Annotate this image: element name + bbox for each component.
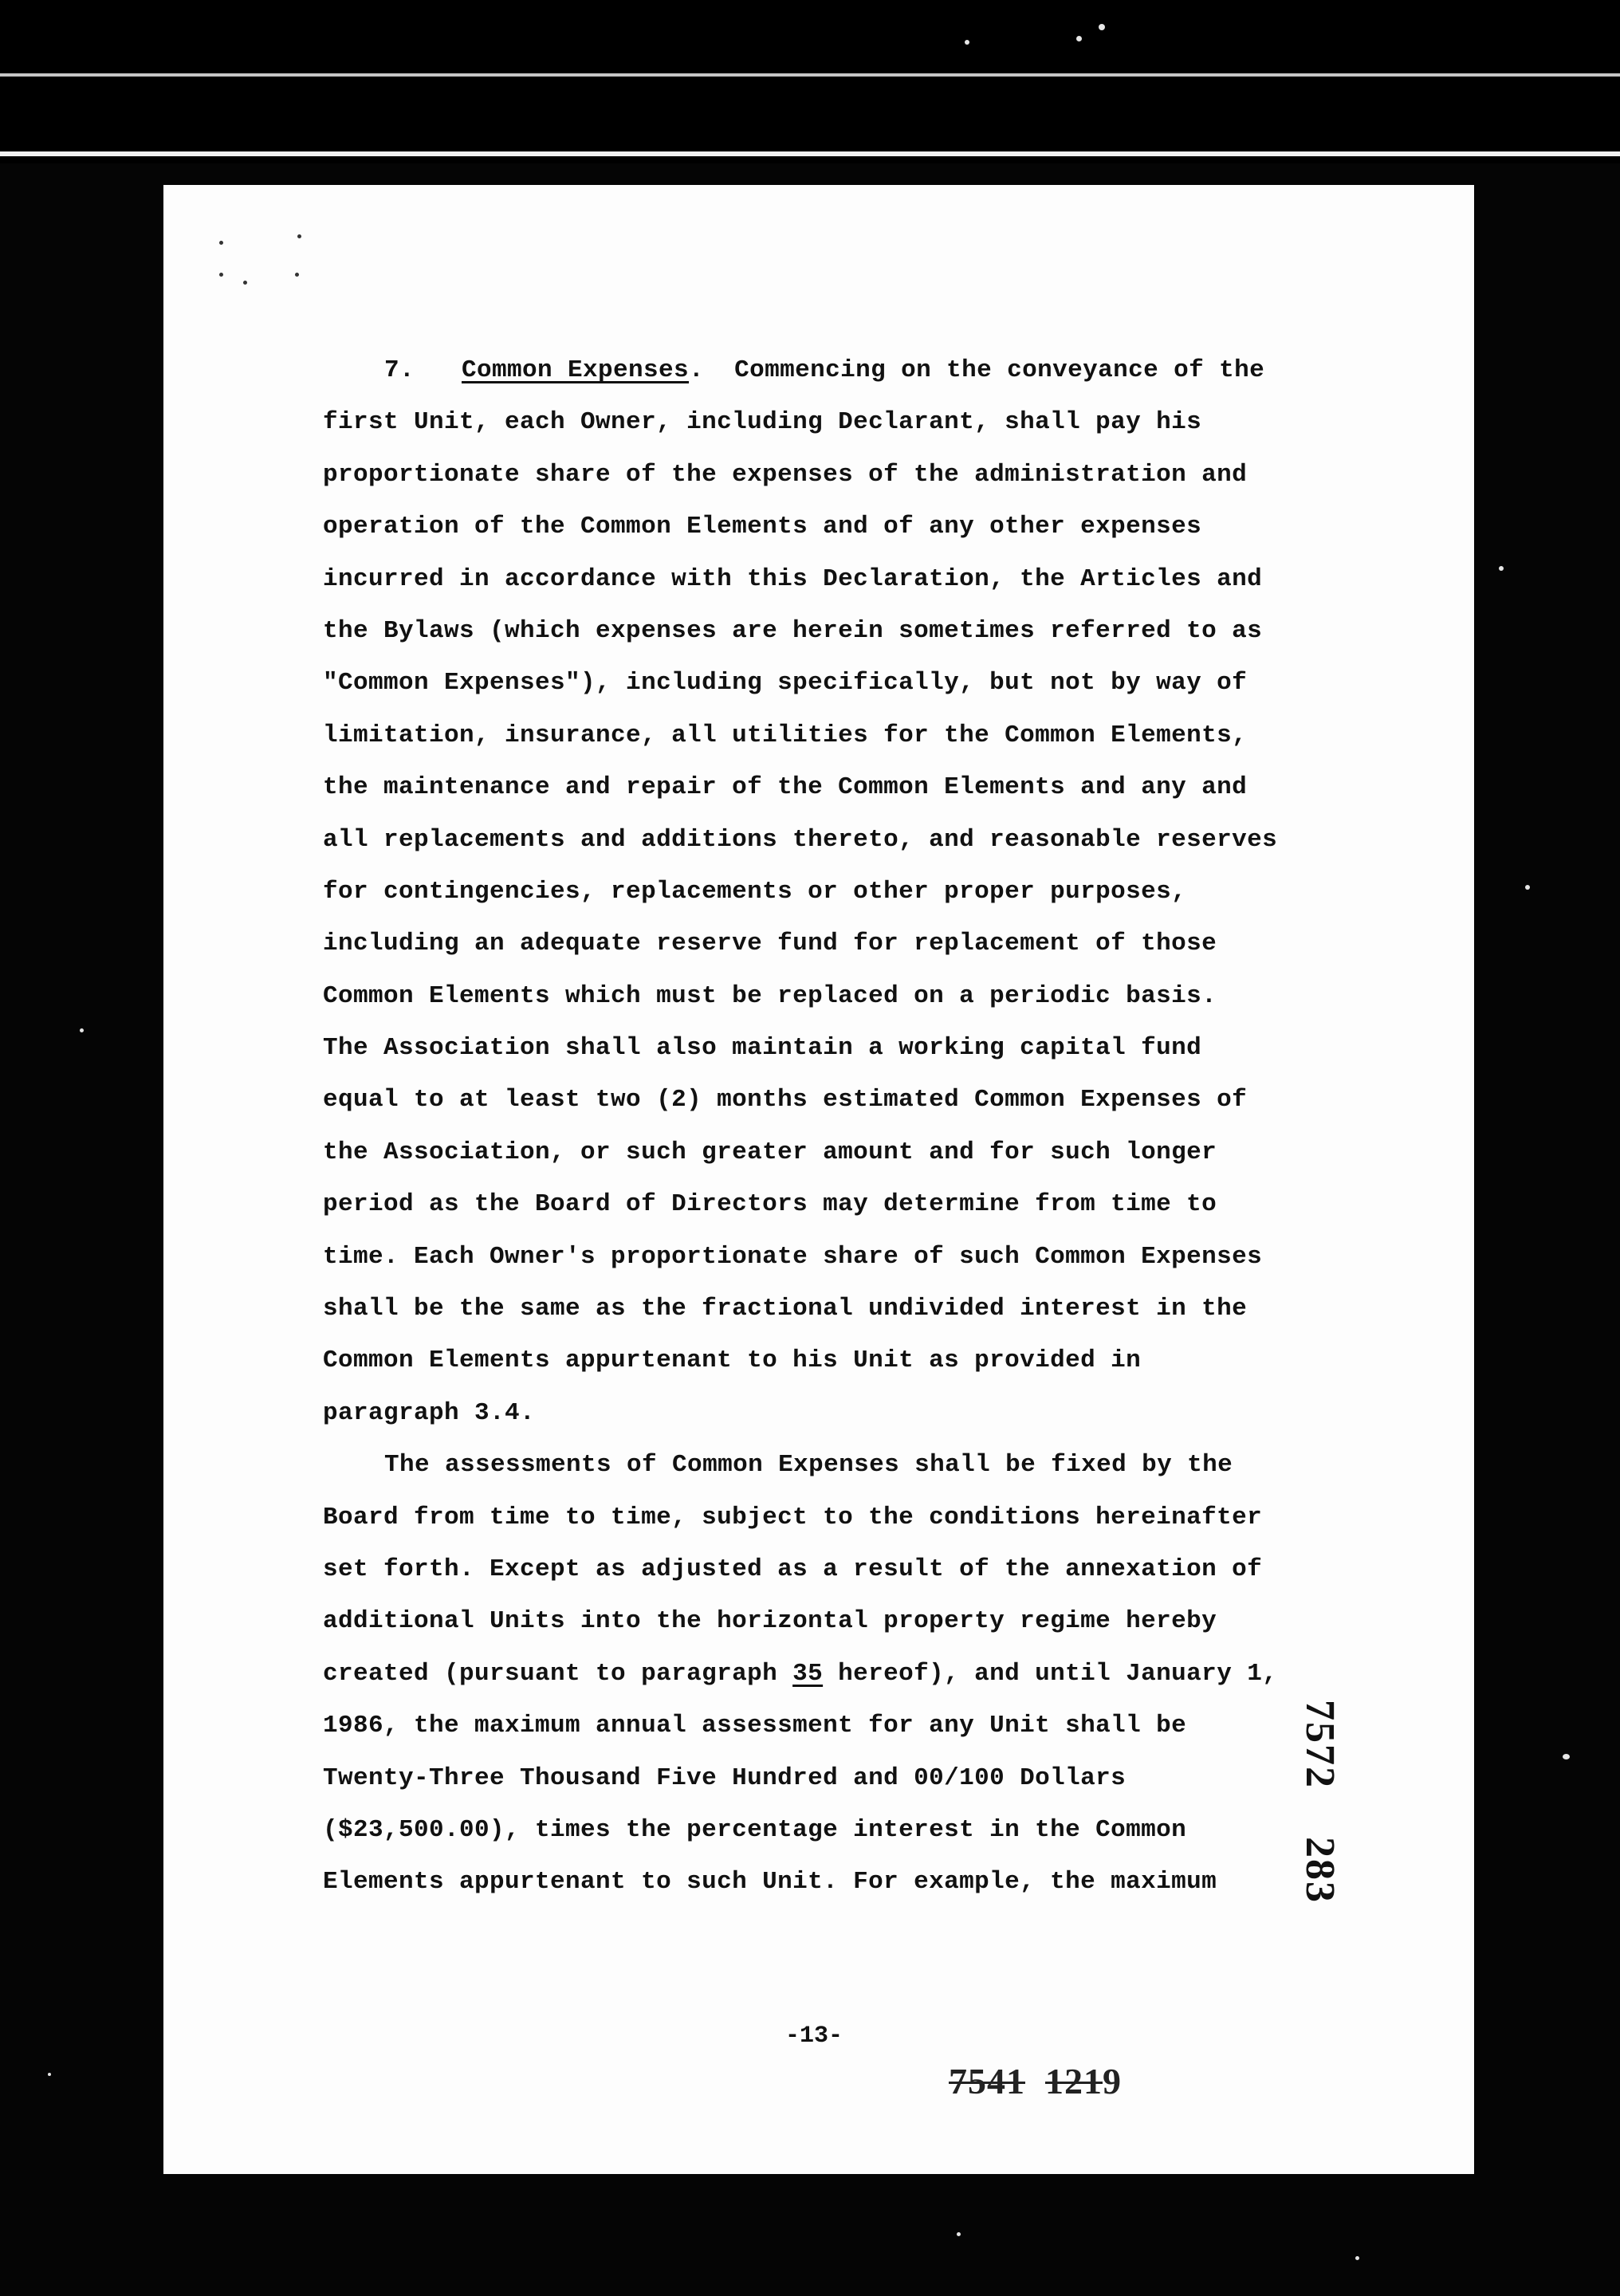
text-line: the maintenance and repair of the Common Elements and any and xyxy=(323,773,1248,802)
side-page-number: 283 xyxy=(1297,1837,1343,1904)
scan-speck xyxy=(1563,1754,1570,1759)
section-heading-line xyxy=(323,344,1327,396)
paragraph-reference: 35 xyxy=(792,1659,824,1688)
text-line: shall be the same as the fractional undivided interest in the xyxy=(323,1295,1248,1323)
document-body xyxy=(323,344,1327,1909)
side-book-number: 7572 xyxy=(1297,1700,1343,1789)
text-line: period as the Board of Directors may determine from time to xyxy=(323,1190,1217,1219)
heading-period: . xyxy=(689,356,705,384)
text-line: set forth. Except as adjusted as a result of the annexation of xyxy=(323,1555,1263,1583)
scan-speck xyxy=(957,2232,961,2236)
scan-speck xyxy=(48,2073,51,2076)
reference-tail: 9 xyxy=(1103,2061,1122,2101)
text-line: the Association, or such greater amount and for such longer xyxy=(323,1138,1217,1166)
document-page xyxy=(163,185,1474,2174)
text-line: incurred in accordance with this Declaration, the Articles and xyxy=(323,564,1263,593)
recording-reference xyxy=(949,2060,1122,2102)
text-line: additional Units into the horizontal property regime hereby xyxy=(323,1607,1217,1636)
text-line xyxy=(323,1648,1327,1700)
text-line: paragraph 3.4. xyxy=(323,1398,536,1427)
section-number: 7. xyxy=(384,356,415,384)
side-recording-stamp xyxy=(1296,1700,1343,1952)
scan-top-border xyxy=(0,0,1620,163)
scan-edge-line xyxy=(0,151,1620,156)
scan-speck xyxy=(219,241,223,245)
text-line: for contingencies, replacements or other proper purposes, xyxy=(323,877,1187,906)
scan-speck xyxy=(80,1028,84,1032)
scan-speck xyxy=(219,273,223,277)
text-line: all replacements and additions thereto, and reasonable reserves xyxy=(323,825,1278,854)
text-line: Common Elements which must be replaced on a periodic basis. xyxy=(323,981,1217,1010)
text-line: first Unit, each Owner, including Declarant, shall pay his xyxy=(323,408,1202,437)
section-heading: Common Expenses xyxy=(462,356,690,384)
text-line: Twenty-Three Thousand Five Hundred and 00/100 Dollars xyxy=(323,1763,1127,1792)
scan-edge-line xyxy=(0,73,1620,77)
text-line: "Common Expenses"), including specifically, but not by way of xyxy=(323,669,1248,698)
scan-speck xyxy=(1076,36,1082,41)
text-fragment: hereof), and until January 1, xyxy=(823,1659,1278,1688)
text-line: including an adequate reserve fund for replacement of those xyxy=(323,930,1217,958)
text-line: 1986, the maximum annual assessment for any Unit shall be xyxy=(323,1712,1187,1740)
scan-speck xyxy=(1355,2256,1359,2260)
text-fragment: created (pursuant to paragraph xyxy=(323,1659,793,1688)
text-line: Board from time to time, subject to the conditions hereinafter xyxy=(323,1503,1263,1531)
text-line: operation of the Common Elements and of any other expenses xyxy=(323,513,1202,541)
struck-book-number: 7541 xyxy=(949,2061,1025,2101)
struck-page-number: 121 xyxy=(1045,2061,1103,2101)
text-line: limitation, insurance, all utilities for the Common Elements, xyxy=(323,721,1248,749)
text-line: The assessments of Common Expenses shall be fixed by the xyxy=(384,1451,1233,1480)
scan-speck xyxy=(1525,885,1530,890)
page-number: -13- xyxy=(785,2023,843,2050)
text-line: The Association shall also maintain a working capital fund xyxy=(323,1034,1202,1063)
text-line: proportionate share of the expenses of the administration and xyxy=(323,460,1248,489)
text-line: Commencing on the conveyance of the xyxy=(734,356,1265,384)
text-line: equal to at least two (2) months estimated Common Expenses of xyxy=(323,1086,1248,1115)
scan-speck xyxy=(965,40,969,45)
scan-speck xyxy=(243,281,247,285)
scan-speck xyxy=(1499,566,1504,571)
scan-speck xyxy=(297,234,301,238)
text-line: Common Elements appurtenant to his Unit as provided in xyxy=(323,1347,1142,1375)
scan-speck xyxy=(295,273,299,277)
text-line: ($23,500.00), times the percentage interest in the Common xyxy=(323,1815,1187,1844)
text-line: the Bylaws (which expenses are herein sometimes referred to as xyxy=(323,616,1263,645)
text-line: Elements appurtenant to such Unit. For example, the maximum xyxy=(323,1868,1217,1897)
text-line: time. Each Owner's proportionate share of such Common Expenses xyxy=(323,1242,1263,1271)
scan-speck xyxy=(1099,24,1105,30)
